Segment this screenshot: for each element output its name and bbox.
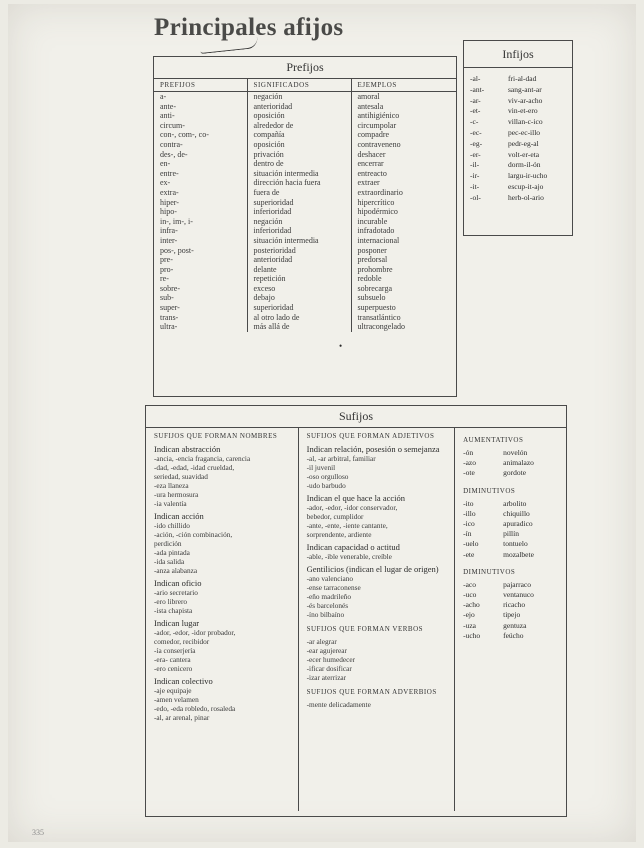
- infijos-title: Infijos: [464, 41, 572, 68]
- sufijos-adjetivos-column: [299, 428, 456, 811]
- suffix-line: -mente delicadamente: [306, 700, 371, 709]
- prefijo-cell-ejemplo: incurable: [351, 217, 456, 227]
- prefijo-cell-prefijo: hiper-: [160, 197, 179, 207]
- list-item: [463, 448, 562, 458]
- prefijo-cell-significado: anterioridad: [247, 102, 351, 112]
- group-title: Indican el que hace la acción: [306, 493, 406, 503]
- table-row: [154, 150, 456, 160]
- prefijo-cell-ejemplo: antihigiénico: [351, 111, 456, 121]
- suffix-line: -és barcelonés: [306, 601, 349, 610]
- list-item: [464, 182, 572, 193]
- prefijo-cell-ejemplo: deshacer: [351, 150, 456, 160]
- infijo-ejemplo: vin-et-ero: [508, 106, 538, 116]
- list-item: [463, 550, 562, 560]
- group-title: Indican acción: [154, 511, 204, 521]
- suffix-line: -edo, -eda robledo, rosaleda: [154, 704, 236, 713]
- list-item: [463, 539, 562, 549]
- infijo-ejemplo: pec-ec-illo: [508, 127, 541, 137]
- group-title: Indican colectivo: [154, 676, 213, 686]
- sufijo-ejemplo: novelón: [503, 448, 528, 457]
- prefijo-cell-prefijo: in-, im-, i-: [160, 216, 193, 226]
- list-item: [463, 519, 562, 529]
- section-header: SUFIJOS QUE FORMAN VERBOS: [306, 625, 424, 633]
- infijo-ejemplo: viv-ar-acho: [508, 95, 543, 105]
- infijo: -c-: [470, 117, 479, 127]
- infijo: -ec-: [470, 127, 482, 137]
- prefijo-cell-significado: posterioridad: [247, 246, 351, 256]
- sufijo-ejemplo: apuradico: [503, 519, 533, 529]
- col-header: SUFIJOS QUE FORMAN ADJETIVOS: [306, 432, 435, 440]
- list-item: [463, 600, 562, 610]
- table-row: [154, 284, 456, 294]
- sufijo-ejemplo: pillín: [503, 529, 519, 539]
- prefijo-cell-ejemplo: encerrar: [351, 159, 456, 169]
- prefijo-cell-ejemplo: antesala: [351, 102, 456, 112]
- header-prefijos: PREFIJOS: [154, 79, 247, 92]
- prefijo-cell-prefijo: re-: [160, 274, 169, 284]
- infijo: -al-: [470, 74, 481, 83]
- sufijo: -ico: [463, 519, 475, 529]
- list-item: [463, 621, 562, 631]
- prefijo-cell-significado: superioridad: [247, 303, 351, 313]
- suffix-line: -anza alabanza: [154, 566, 198, 575]
- table-row: [154, 140, 456, 150]
- group-title: Indican oficio: [154, 578, 202, 588]
- suffix-line: -ificar dosificar: [306, 664, 352, 673]
- suffix-line: -aje equipaje: [154, 686, 192, 695]
- suffix-line: -able, -ible venerable, creíble: [306, 552, 392, 561]
- list-item: [464, 150, 572, 161]
- suffix-line: -amen velamen: [154, 695, 199, 704]
- suffix-line: -al, -ar arbitral, familiar: [306, 454, 376, 463]
- suffix-line: -ador, -edor, -idor probador,: [154, 628, 236, 637]
- prefijo-cell-prefijo: des-, de-: [160, 149, 188, 159]
- prefijo-cell-prefijo: contra-: [160, 139, 183, 149]
- table-row: [154, 322, 456, 332]
- suffix-line: -ero cenicero: [154, 664, 193, 673]
- suffix-line: -ura hermosura: [154, 490, 199, 499]
- infijo: -ol-: [470, 192, 481, 202]
- prefijo-cell-prefijo: ex-: [160, 178, 171, 188]
- prefijo-cell-significado: oposición: [247, 140, 351, 150]
- sufijo-ejemplo: chiquillo: [503, 508, 530, 518]
- table-row: [154, 178, 456, 188]
- table-row: [154, 198, 456, 208]
- suffix-line: -ida salida: [154, 557, 185, 566]
- table-row: [154, 217, 456, 227]
- prefijo-cell-ejemplo: transatlántico: [351, 313, 456, 323]
- prefijo-cell-ejemplo: extraordinario: [351, 188, 456, 198]
- sufijo: -ete: [463, 549, 475, 559]
- prefijo-cell-significado: privación: [247, 150, 351, 160]
- infijo-ejemplo: largu-ir-ucho: [508, 171, 548, 181]
- table-row: [154, 293, 456, 303]
- sufijo-ejemplo: pajarraco: [503, 579, 532, 589]
- suffix-line: -ada pintada: [154, 548, 190, 557]
- infijo-ejemplo: sang-ant-ar: [508, 84, 542, 94]
- suffix-line: -ar alegrar: [306, 637, 337, 646]
- suffix-line: -ero librero: [154, 597, 188, 606]
- list-item: [464, 128, 572, 139]
- sufijo-ejemplo: gordote: [503, 468, 527, 478]
- group-title: Indican capacidad o actitud: [306, 542, 400, 552]
- prefijo-cell-significado: superioridad: [247, 198, 351, 208]
- page-number: 335: [32, 828, 44, 837]
- infijo-ejemplo: fri-al-dad: [508, 74, 537, 83]
- prefijo-cell-prefijo: extra-: [160, 187, 179, 197]
- sufijos-aumentativos-diminutivos-column: [455, 428, 566, 811]
- prefijo-cell-ejemplo: internacional: [351, 236, 456, 246]
- table-row: [154, 169, 456, 179]
- aumentativos-header: AUMENTATIVOS: [463, 436, 524, 444]
- prefijo-cell-significado: dirección hacia fuera: [247, 178, 351, 188]
- prefijo-cell-ejemplo: superpuesto: [351, 303, 456, 313]
- col-header: SUFIJOS QUE FORMAN NOMBRES: [154, 432, 278, 440]
- prefijos-body: [154, 92, 456, 332]
- suffix-line: -eza llaneza: [154, 481, 189, 490]
- prefijo-cell-prefijo: anti-: [160, 111, 175, 121]
- infijo-ejemplo: herb-ol-ario: [508, 192, 544, 202]
- prefijo-cell-significado: alrededor de: [247, 121, 351, 131]
- suffix-line: sorprendente, ardiente: [306, 530, 372, 539]
- prefijo-cell-significado: inferioridad: [247, 226, 351, 236]
- sufijo-ejemplo: mozalbete: [503, 549, 534, 559]
- suffix-line: -ido chillido: [154, 521, 190, 530]
- list-item: [464, 117, 572, 128]
- list-item: [463, 631, 562, 641]
- prefijo-cell-prefijo: sub-: [160, 293, 174, 303]
- table-row: [154, 246, 456, 256]
- suffix-line: -ista chapista: [154, 606, 193, 615]
- prefijo-cell-ejemplo: ultracongelado: [351, 322, 456, 332]
- table-row: [154, 130, 456, 140]
- list-item: [464, 160, 572, 171]
- table-row: [154, 236, 456, 246]
- prefijo-cell-prefijo: super-: [160, 303, 180, 313]
- prefijo-cell-significado: oposición: [247, 111, 351, 121]
- infijo: -it-: [470, 181, 480, 191]
- prefijo-cell-prefijo: entre-: [160, 168, 179, 178]
- sufijos-table: [145, 405, 567, 817]
- prefijos-title: Prefijos: [154, 57, 456, 79]
- suffix-line: -udo barbudo: [306, 481, 346, 490]
- suffix-line: -ia valentía: [154, 499, 187, 508]
- prefijo-cell-ejemplo: amoral: [351, 92, 456, 102]
- diminutivos2-header: DIMINUTIVOS: [463, 567, 516, 576]
- suffix-line: -al, ar arenal, pinar: [154, 713, 210, 722]
- sufijo: -aco: [463, 579, 477, 589]
- prefijo-cell-prefijo: pre-: [160, 255, 173, 265]
- table-row: [154, 265, 456, 275]
- suffix-line: -ación, -ción combinación,: [154, 530, 233, 539]
- prefijo-cell-prefijo: a-: [160, 92, 167, 101]
- suffix-line: -ense tarraconense: [306, 583, 361, 592]
- infijo: -ant-: [470, 84, 485, 94]
- prefijo-cell-prefijo: circum-: [160, 120, 185, 130]
- table-row: [154, 121, 456, 131]
- group-title: Indican abstracción: [154, 444, 221, 454]
- infijo-ejemplo: dorm-il-ón: [508, 160, 541, 170]
- prefijo-cell-significado: delante: [247, 265, 351, 275]
- suffix-line: -ear agujerear: [306, 646, 347, 655]
- sufijos-nombres-column: [146, 428, 299, 811]
- bullet-mark: •: [339, 341, 343, 351]
- infijos-body: [464, 68, 572, 204]
- list-item: [464, 139, 572, 150]
- sufijo: -ón: [463, 448, 474, 457]
- table-row: [154, 188, 456, 198]
- prefijo-cell-prefijo: pos-, post-: [160, 245, 194, 255]
- suffix-line: -íno bilbaíno: [306, 610, 345, 619]
- suffix-line: -ador, -edor, -idor conservador,: [306, 503, 398, 512]
- prefijo-cell-prefijo: trans-: [160, 312, 179, 322]
- sufijo: -uelo: [463, 539, 479, 549]
- sufijo-ejemplo: ricacho: [503, 600, 526, 610]
- prefijo-cell-prefijo: en-: [160, 159, 171, 169]
- sufijo-ejemplo: arbolito: [503, 498, 527, 508]
- suffix-line: -ecer humedecer: [306, 655, 356, 664]
- prefijo-cell-significado: debajo: [247, 293, 351, 303]
- sufijo: -uza: [463, 620, 477, 630]
- header-significados: SIGNIFICADOS: [247, 79, 351, 92]
- diminutivos1-header: DIMINUTIVOS: [463, 486, 516, 495]
- list-item: [464, 74, 572, 85]
- suffix-line: -oso orgulloso: [306, 472, 349, 481]
- prefijo-cell-ejemplo: subsuelo: [351, 293, 456, 303]
- infijo-ejemplo: escup-it-ajo: [508, 181, 544, 191]
- sufijo-ejemplo: feúcho: [503, 630, 524, 640]
- group-title: Indican lugar: [154, 618, 200, 628]
- infijo-ejemplo: pedr-eg-al: [508, 138, 539, 148]
- sufijo: -ote: [463, 468, 475, 478]
- infijos-table: [463, 40, 573, 236]
- prefijo-cell-ejemplo: circumpolar: [351, 121, 456, 131]
- prefijo-cell-significado: al otro lado de: [247, 313, 351, 323]
- list-item: [463, 580, 562, 590]
- sufijo: -ito: [463, 498, 474, 508]
- table-row: [154, 159, 456, 169]
- prefijo-cell-significado: inferioridad: [247, 207, 351, 217]
- prefijo-cell-prefijo: ultra-: [160, 322, 178, 332]
- prefijo-cell-significado: fuera de: [247, 188, 351, 198]
- list-item: [463, 590, 562, 600]
- suffix-line: bebedor, cumplidor: [306, 512, 364, 521]
- prefijos-table: [153, 56, 457, 397]
- prefijo-cell-ejemplo: sobrecarga: [351, 284, 456, 294]
- sufijo: -ejo: [463, 610, 475, 620]
- infijo: -il-: [470, 160, 480, 170]
- prefijo-cell-ejemplo: hipodérmico: [351, 207, 456, 217]
- prefijo-cell-significado: anterioridad: [247, 255, 351, 265]
- infijo-ejemplo: villan-c-ico: [508, 117, 543, 127]
- infijo: -ir-: [470, 171, 480, 181]
- prefijo-cell-significado: dentro de: [247, 159, 351, 169]
- table-row: [154, 303, 456, 313]
- list-item: [464, 193, 572, 204]
- infijo: -eg-: [470, 138, 483, 148]
- group-title: Indican relación, posesión o semejanza: [306, 444, 440, 454]
- prefijo-cell-prefijo: sobre-: [160, 283, 180, 293]
- sufijo: -ucho: [463, 630, 481, 640]
- suffix-line: -dad, -edad, -idad crueldad,: [154, 463, 235, 472]
- prefijo-cell-ejemplo: extraer: [351, 178, 456, 188]
- prefijo-cell-prefijo: pro-: [160, 264, 174, 274]
- prefijo-cell-significado: negación: [247, 217, 351, 227]
- list-item: [464, 96, 572, 107]
- sufijo: -ín: [463, 529, 472, 539]
- suffix-line: -il juvenil: [306, 463, 336, 472]
- infijo: -et-: [470, 106, 481, 116]
- prefijo-cell-significado: exceso: [247, 284, 351, 294]
- prefijo-cell-ejemplo: entreacto: [351, 169, 456, 179]
- sufijo-ejemplo: tontuelo: [503, 539, 528, 549]
- prefijo-cell-ejemplo: contraveneno: [351, 140, 456, 150]
- sufijo-ejemplo: animalazo: [503, 458, 534, 468]
- table-row: [154, 102, 456, 112]
- list-item: [463, 610, 562, 620]
- list-item: [463, 529, 562, 539]
- prefijo-cell-ejemplo: hipercrítico: [351, 198, 456, 208]
- infijo-ejemplo: volt-er-eta: [508, 149, 540, 159]
- suffix-line: seriedad, suavidad: [154, 472, 208, 481]
- sufijo: -uco: [463, 590, 477, 600]
- list-item: [464, 171, 572, 182]
- prefijo-cell-significado: compañía: [247, 130, 351, 140]
- prefijo-cell-ejemplo: infradotado: [351, 226, 456, 236]
- prefijo-cell-significado: repetición: [247, 274, 351, 284]
- table-row: [154, 226, 456, 236]
- suffix-line: perdición: [154, 539, 182, 548]
- list-item: [464, 106, 572, 117]
- prefijo-cell-prefijo: ante-: [160, 101, 176, 111]
- prefijo-cell-significado: más allá de: [247, 322, 351, 332]
- suffix-line: -izar aterrizar: [306, 673, 347, 682]
- table-row: [154, 255, 456, 265]
- sufijo: -azo: [463, 458, 477, 468]
- table-row: [154, 313, 456, 323]
- section-header: SUFIJOS QUE FORMAN ADVERBIOS: [306, 688, 437, 696]
- header-ejemplos: EJEMPLOS: [351, 79, 456, 92]
- prefijo-cell-ejemplo: redoble: [351, 274, 456, 284]
- sufijo-ejemplo: gentuza: [503, 620, 527, 630]
- list-item: [463, 458, 562, 468]
- table-row: [154, 274, 456, 284]
- list-item: [464, 85, 572, 96]
- prefijo-cell-significado: situación intermedia: [247, 236, 351, 246]
- prefijo-cell-prefijo: infra-: [160, 226, 178, 236]
- table-row: [154, 207, 456, 217]
- sufijo-ejemplo: tipejo: [503, 610, 521, 620]
- prefijos-grid: [154, 79, 456, 332]
- table-row: [154, 92, 456, 102]
- page-title: Principales afijos: [154, 14, 344, 41]
- list-item: [463, 499, 562, 509]
- infijo: -er-: [470, 149, 481, 159]
- list-item: [463, 509, 562, 519]
- prefijo-cell-prefijo: con-, com-, co-: [160, 130, 209, 140]
- prefijo-cell-ejemplo: predorsal: [351, 255, 456, 265]
- group-title: Gentilicios (indican el lugar de origen): [306, 564, 439, 574]
- prefijo-cell-ejemplo: posponer: [351, 246, 456, 256]
- suffix-line: -eño madrileño: [306, 592, 351, 601]
- suffix-line: -ía conserjería: [154, 646, 196, 655]
- prefijo-cell-prefijo: hipo-: [160, 207, 177, 217]
- infijo: -ar-: [470, 95, 481, 105]
- prefijo-cell-significado: negación: [247, 92, 351, 102]
- table-row: [154, 111, 456, 121]
- sufijo-ejemplo: ventanuco: [503, 590, 534, 600]
- suffix-line: -ano valenciano: [306, 574, 354, 583]
- prefijo-cell-prefijo: inter-: [160, 235, 178, 245]
- suffix-line: -ario secretario: [154, 588, 198, 597]
- suffix-line: -ante, -ente, -iente cantante,: [306, 521, 388, 530]
- prefijo-cell-ejemplo: compadre: [351, 130, 456, 140]
- suffix-line: comedor, recibidor: [154, 637, 210, 646]
- list-item: [463, 468, 562, 478]
- prefijo-cell-ejemplo: prohombre: [351, 265, 456, 275]
- sufijos-title: Sufijos: [146, 406, 566, 428]
- sufijo: -illo: [463, 508, 476, 518]
- prefijo-cell-significado: situación intermedia: [247, 169, 351, 179]
- suffix-line: -era- cantera: [154, 655, 191, 664]
- sufijo: -acho: [463, 600, 480, 610]
- suffix-line: -ancia, -encia fragancia, carencia: [154, 454, 251, 463]
